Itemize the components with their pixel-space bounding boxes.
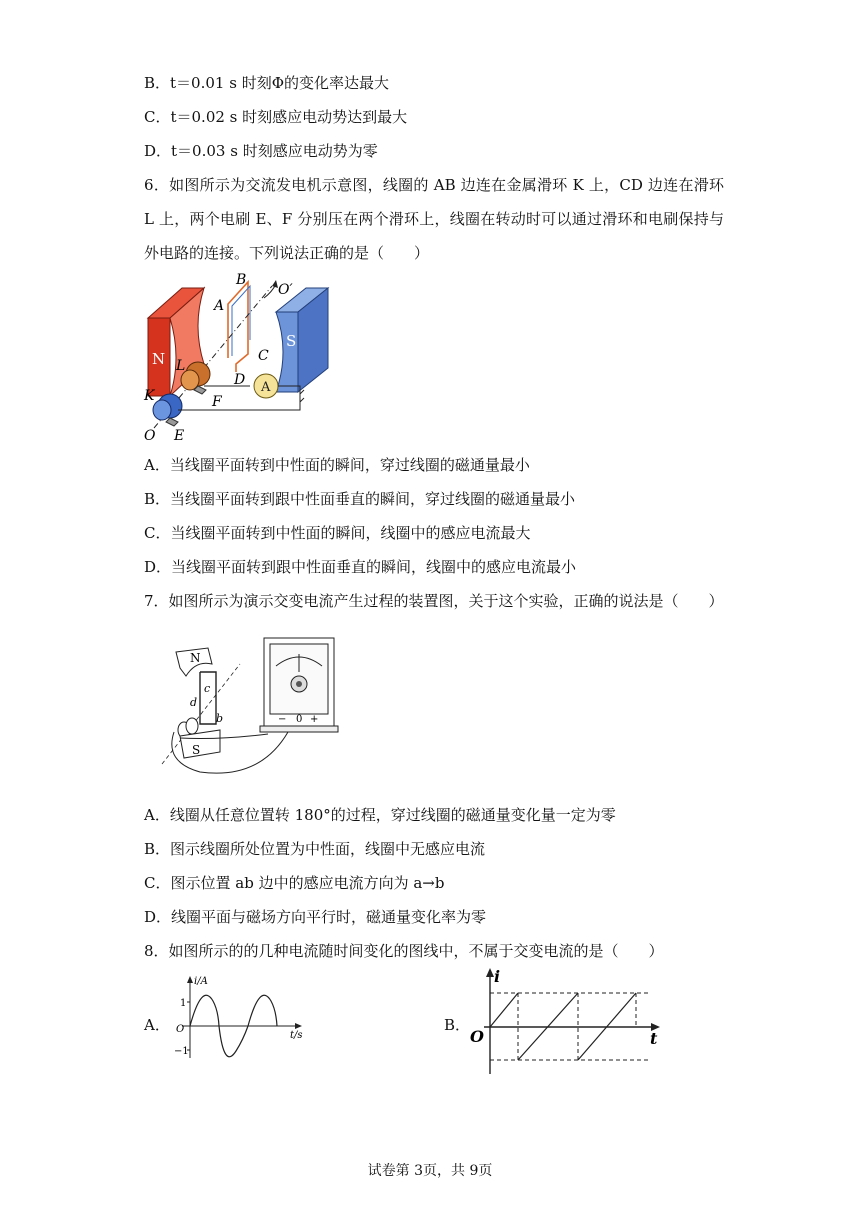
label-b: b [216, 712, 224, 725]
q8-graph-a [168, 974, 308, 1064]
label-l: L [176, 358, 186, 374]
label-b: B [236, 272, 247, 288]
label-a: A [214, 298, 225, 314]
q6-generator-figure [140, 268, 330, 446]
q7-option-d: D．线圈平面与磁场方向平行时，磁通量变化率为零 [144, 908, 487, 926]
q7-stem: 7．如图所示为演示交变电流产生过程的装置图，关于这个实验，正确的说法是（ ） [144, 592, 724, 610]
label-plus: + [310, 714, 319, 725]
graph-a-xlabel: t/s [290, 1030, 303, 1041]
q6-option-b: B．当线圈平面转到跟中性面垂直的瞬间，穿过线圈的磁通量最小 [144, 490, 576, 508]
label-minus: − [278, 714, 287, 725]
label-s: S [192, 743, 201, 757]
q7-option-c: C．图示位置 ab 边中的感应电流方向为 a→b [144, 874, 445, 892]
graph-b-ylabel: i [494, 967, 501, 986]
label-k: K [144, 388, 155, 404]
label-o: O [144, 428, 156, 444]
label-o-prime: O′ [278, 282, 293, 298]
q7-option-b: B．图示线圈所处位置为中性面，线圈中无感应电流 [144, 840, 486, 858]
graph-a-tick-pos: 1 [180, 998, 187, 1009]
q6-option-d: D．当线圈平面转到跟中性面垂直的瞬间，线圈中的感应电流最小 [144, 558, 577, 576]
label-n: N [190, 651, 201, 665]
label-c: c [204, 682, 211, 695]
label-d: d [190, 696, 198, 709]
graph-a-tick-neg: −1 [174, 1046, 189, 1057]
page-footer: 试卷第 3页，共 9页 [367, 1163, 493, 1179]
q6-option-c: C．当线圈平面转到中性面的瞬间，线圈中的感应电流最大 [144, 524, 531, 542]
label-f: F [212, 394, 222, 410]
q8-stem: 8．如图所示的的几种电流随时间变化的图线中，不属于交变电流的是（ ） [144, 942, 664, 960]
graph-b-origin: O [470, 1027, 484, 1046]
label-e: E [174, 428, 185, 444]
q8-option-a-label: A． [144, 1016, 170, 1034]
label-ammeter: A [261, 380, 271, 395]
label-zero: 0 [296, 714, 303, 725]
q7-option-a: A．线圈从任意位置转 180°的过程，穿过线圈的磁通量变化量一定为零 [144, 806, 616, 824]
q5-option-c: C．t＝0.02 s 时刻感应电动势达到最大 [144, 108, 408, 126]
q8-graph-b [464, 966, 664, 1076]
q8-option-b-label: B． [444, 1016, 471, 1034]
q5-option-d: D．t＝0.03 s 时刻感应电动势为零 [144, 142, 378, 160]
label-c: C [258, 348, 269, 364]
label-n: N [152, 350, 166, 368]
graph-a-ylabel: i/A [194, 976, 208, 987]
graph-a-origin: O [176, 1024, 185, 1035]
q6-stem: 6．如图所示为交流发电机示意图，线圈的 AB 边连在金属滑环 K 上，CD 边连在滑环 L 上，两个电刷 E、F 分别压在两个滑环上，线圈在转动时可以通过滑环和电刷保持与外电路的连接。下列说法正确的是（ ） [144, 176, 724, 262]
q5-option-b: B．t＝0.01 s 时刻Φ的变化率达最大 [144, 74, 389, 92]
q6-option-a: A．当线圈平面转到中性面的瞬间，穿过线圈的磁通量最小 [144, 456, 530, 474]
label-d: D [234, 372, 246, 388]
graph-b-xlabel: t [650, 1029, 658, 1048]
label-s: S [286, 332, 297, 350]
q7-apparatus-figure [160, 632, 360, 780]
